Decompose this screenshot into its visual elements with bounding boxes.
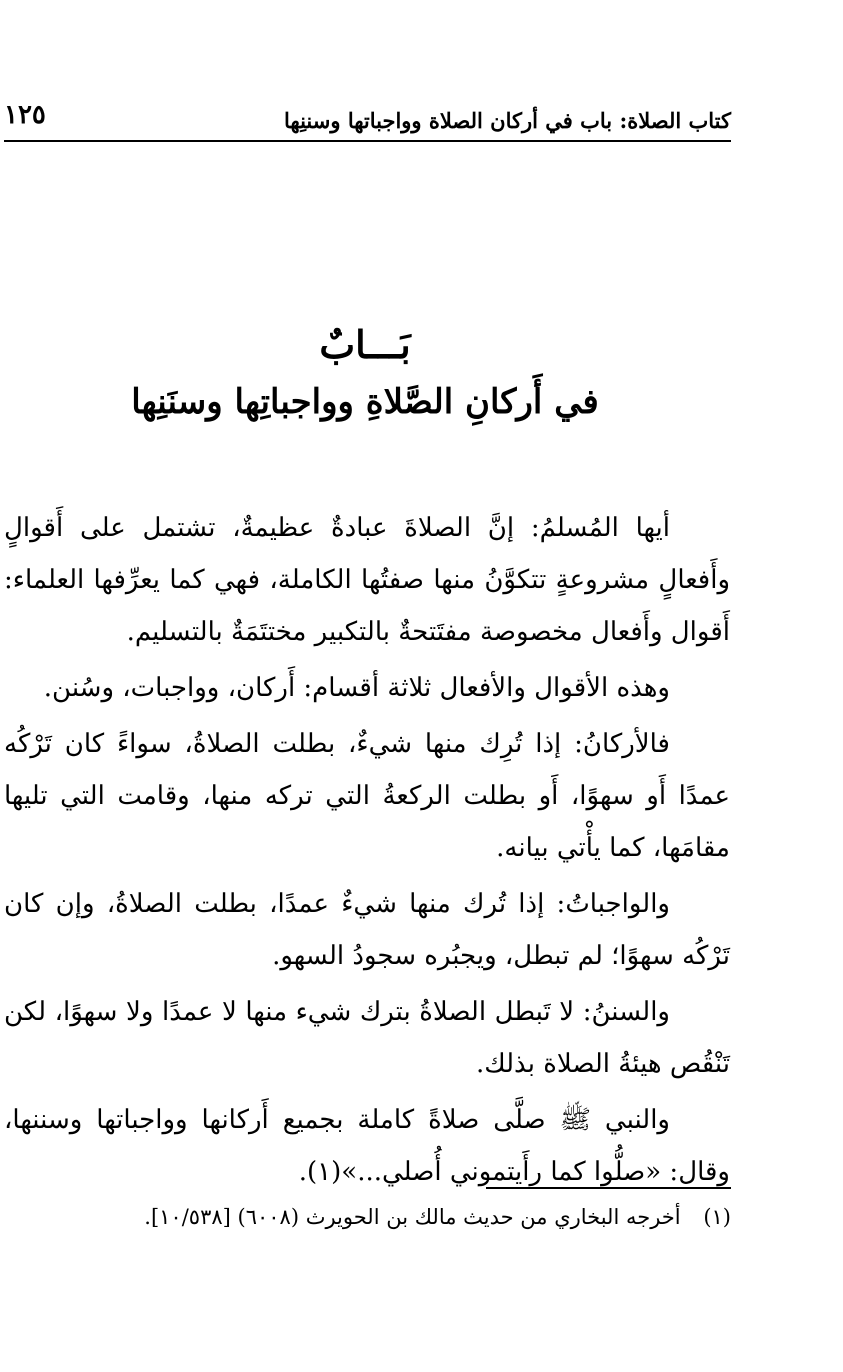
chapter-heading: بَـــابٌ (319, 322, 411, 367)
footnote (91, 1200, 731, 1234)
footnote-text: أخرجه البخاري من حديث مالك بن الحويرث (٦٠٠٨) [١٠/٥٣٨]. (144, 1205, 681, 1229)
chapter-title: في أَركانِ الصَّلاةِ وواجباتِها وسنَنِها (131, 382, 599, 422)
paragraph-sunnahs: والسننُ: لا تَبطل الصلاةُ بترك شيء منها لا عمدًا ولا سهوًا، لكن تَنْقُص هيئةُ الصلاة بذلك. (4, 997, 730, 1079)
body-text (4, 502, 730, 1202)
page-number: ١٢٥ (4, 100, 46, 130)
paragraph-intro: أيها المُسلمُ: إنَّ الصلاةَ عبادةٌ عظيمةٌ، تشتمل على أَقوالٍ وأَفعالٍ مشروعةٍ تتكوَّنُ منها صفتُها الكاملة، فهي كما يعرِّفها العلماء: أَقوال وأَفعال مخصوصة مفتَتحةٌ بالتكبير مختتَمَةٌ بالتسليم. (4, 513, 730, 647)
footnote-separator (486, 1187, 731, 1189)
paragraph-obligations: والواجباتُ: إذا تُرك منها شيءٌ عمدًا، بطلت الصلاةُ، وإن كان تَرْكُه سهوًا؛ لم تبطل، ويجبُره سجودُ السهو. (4, 889, 730, 971)
paragraph-categories: وهذه الأقوال والأفعال ثلاثة أقسام: أَركان، وواجبات، وسُنن. (43, 673, 670, 703)
running-title: كتاب الصلاة: باب في أركان الصلاة وواجباتها وسننِها (284, 108, 731, 133)
paragraph-prophet: والنبي ﷺ صلَّى صلاةً كاملة بجميع أَركانها وواجباتها وسننها، وقال: «صلُّوا كما رأَيتموني أُصلي...»(١). (4, 1105, 730, 1187)
paragraph-pillars: فالأركانُ: إذا تُرِك منها شيءٌ، بطلت الصلاةُ، سواءً كان تَرْكُه عمدًا أَو سهوًا، أَو بطلت الركعةُ التي تركه منها، وقامت التي تليها مقامَها، كما يأْتي بيانه. (4, 729, 730, 863)
footnote-marker: (١) (703, 1205, 731, 1229)
